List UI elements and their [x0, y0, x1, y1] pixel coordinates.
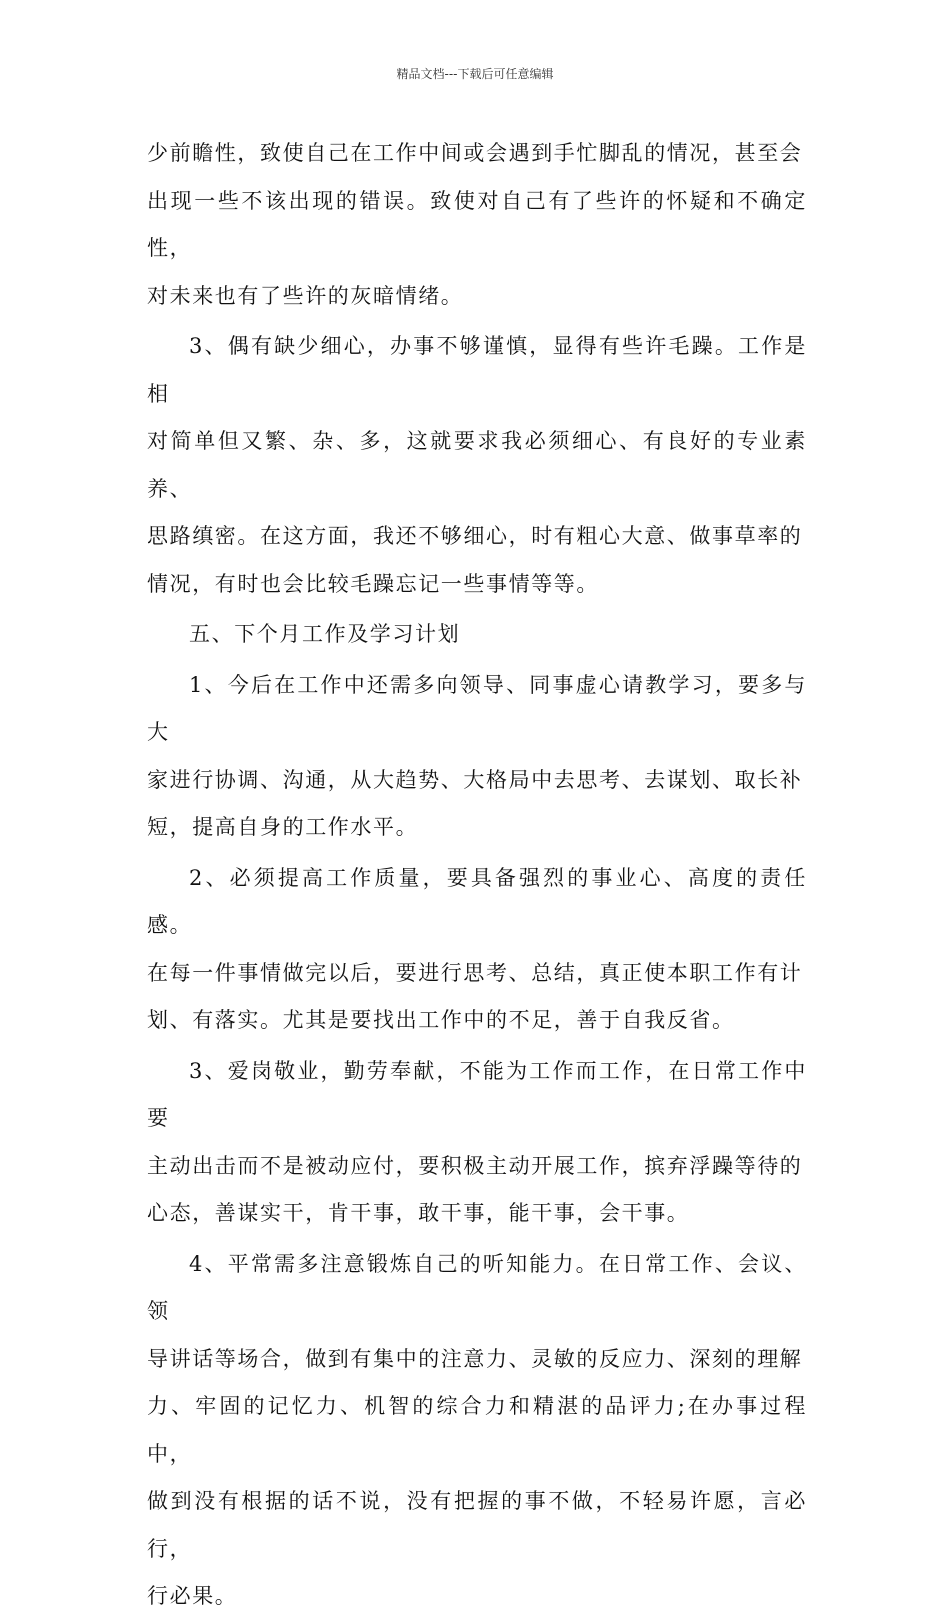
paragraph-continuation: 少前瞻性，致使自己在工作中间或会遇到手忙脚乱的情况，甚至会 出现一些不该出现的错误。致使对自己有了些许的怀疑和不确定性， 对未来也有了些许的灰暗情绪。 [147, 141, 807, 308]
page-header: 精品文档---下载后可任意编辑 [396, 67, 554, 81]
paragraph-plan-1: 1、今后在工作中还需多向领导、同事虚心请教学习，要多与大 家进行协调、沟通，从大趋势、大格局中去思考、去谋划、取长补 短，提高自身的工作水平。 [147, 672, 807, 839]
section-heading-next-month-plan: 五、下个月工作及学习计划 [189, 622, 461, 646]
document-body [147, 130, 807, 1624]
paragraph-plan-2: 2、必须提高工作质量，要具备强烈的事业心、高度的责任感。 在每一件事情做完以后，要进行思考、总结，真正使本职工作有计 划、有落实。尤其是要找出工作中的不足，善于自我反省。 [147, 865, 807, 1032]
paragraph-item-3-carefulness: 3、偶有缺少细心，办事不够谨慎，显得有些许毛躁。工作是相 对简单但又繁、杂、多，这就要求我必须细心、有良好的专业素养、 思路缜密。在这方面，我还不够细心，时有粗心大意、做事草率的 情况，有时也会比较毛躁忘记一些事情等等。 [147, 334, 807, 596]
paragraph-plan-4: 4、平常需多注意锻炼自己的听知能力。在日常工作、会议、领 导讲话等场合，做到有集中的注意力、灵敏的反应力、深刻的理解 力、牢固的记忆力、机智的综合力和精湛的品评力;在办事过程中， 做到没有根据的话不说，没有把握的事不做，不轻易许愿，言必行， 行必果。 [147, 1251, 807, 1608]
paragraph-plan-3: 3、爱岗敬业，勤劳奉献，不能为工作而工作，在日常工作中要 主动出击而不是被动应付，要积极主动开展工作，摈弃浮躁等待的 心态，善谋实干，肯干事，敢干事，能干事，会干事。 [147, 1058, 807, 1225]
